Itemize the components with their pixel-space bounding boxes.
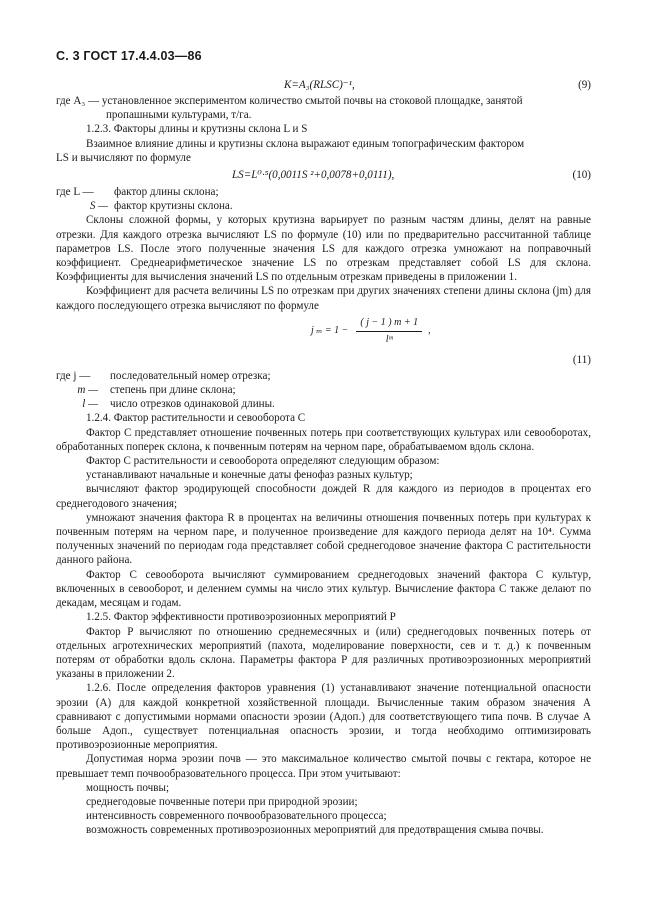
definition-row (56, 199, 591, 213)
formula-11-fraction (356, 316, 422, 347)
list-item: среднегодовые почвенные потери при природной эрозии; (86, 795, 358, 808)
definition-row (56, 369, 591, 383)
definition-symbol: l — (82, 398, 98, 411)
definition-text: последовательный номер отрезка; (110, 369, 271, 382)
definition-row (56, 185, 591, 199)
list-item: возможность современных противоэрозионных мероприятий для предотвращения смыва почвы. (86, 824, 544, 837)
section-heading-1-2-5: 1.2.5. Фактор эффективности противоэрозионных мероприятий P (86, 611, 396, 624)
definition-text: степень при длине склона; (110, 384, 236, 397)
definition-row (56, 397, 591, 411)
paragraph-crop-rotation: Фактор C севооборота вычисляют суммированием среднегодовых значений фактора C культур, включенных в севооборот, и делением суммы на число этих культур. Вычисление фактора C также делают по декадам, месяцам и годам. (56, 568, 591, 610)
section-heading-1-2-4: 1.2.4. Фактор растительности и севооборота C (86, 412, 306, 425)
formula-9-expression: K=A₃(RLSC)⁻¹, (284, 79, 355, 91)
definition-symbol: где L — (56, 186, 94, 199)
formula-11-expression (311, 316, 431, 347)
formula-10-expression: LS=L⁰·⁵(0,0011S ²+0,0078+0,0111), (232, 169, 395, 182)
formula-11 (56, 313, 591, 353)
paragraph-step-factor-r: вычисляют фактор эродирующей способности дождей R для каждого из периодов в процентах его среднегодового значения; (56, 483, 591, 510)
paragraph-section-1-2-6: 1.2.6. После определения факторов уравнения (1) устанавливают значение потенциальной опасности эрозии (A) для каждой конкретной хозяйственной площади. Вычисленные таким образом значения A сравнивают с допустимыми нормами опасности эрозии (Aдоп.) для соответствующего типа почв. В случае A больше Aдоп., существует потенциальная опасность эрозии, и тогда необходимо оптимизировать противоэрозионные мероприятия. (56, 682, 591, 752)
paragraph-step-phenophases: устанавливают начальные и конечные даты фенофаз разных культур; (86, 469, 413, 482)
paragraph-ls-intro: Взаимное влияние длины и крутизны склона выражают единым топографическим фактором (86, 137, 525, 150)
document-body (56, 74, 591, 838)
definition-symbol: m — (77, 384, 98, 397)
definition-row (56, 383, 591, 397)
paragraph-ls-intro-cont: LS и вычисляют по формуле (56, 151, 191, 164)
formula-11-definitions (56, 369, 591, 412)
paragraph-complex-slopes: Склоны сложной формы, у которых крутизна варьирует по разным частям длины, делят на равные отрезки. Для каждого отрезка вычисляют LS по формуле (10) или по предварительно рассчитанной таблице параметров LS. После этого полученные значения LS для каждого отрезка умножают на поправочный коэффициент. Среднеарифметическое значение LS по отрезкам представляет собой LS для склона. Коэффициенты для вычисления значений LS по отдельным отрезкам приведены в приложении 1. (56, 214, 591, 284)
definition-text: фактор крутизны склона. (114, 200, 233, 213)
definition-symbol: S — (89, 200, 108, 213)
paragraph-step-multiply: умножают значения фактора R в процентах на величины отношения почвенных потерь при культурах к почвенным потерям на черном паре, и полученное произведение для каждого периода делят на 10⁴. Сумма полученных значений по периодам года представляет собой среднегодовое значение фактора C растительности данного района. (56, 511, 591, 567)
formula-10-definitions (56, 185, 591, 213)
formula-10 (56, 165, 591, 185)
section-heading-1-2-3: 1.2.3. Факторы длины и крутизны склона L и S (86, 123, 308, 136)
formula-11-numerator: ( j − 1 ) m + 1 (356, 316, 422, 332)
formula-10-number: (10) (572, 169, 591, 182)
paragraph-allowable-norm: Допустимая норма эрозии почв — это максимальное количество смытой почвы с гектара, которое не превышает темп почвообразовательного процесса. При этом учитывают: (56, 753, 591, 780)
paragraph-factor-c-method: Фактор C растительности и севооборота определяют следующим образом: (86, 455, 440, 468)
formula-9-number: (9) (578, 79, 591, 91)
formula-11-number-row (56, 353, 591, 369)
definition-text: число отрезков одинаковой длины. (110, 398, 275, 411)
list-item: интенсивность современного почвообразовательного процесса; (86, 810, 387, 823)
formula-11-tail: , (428, 325, 431, 337)
formula-11-lhs: j ₘ = 1 − (311, 325, 349, 337)
page-header: С. 3 ГОСТ 17.4.4.03—86 (56, 49, 202, 63)
formula-11-number: (11) (572, 353, 591, 366)
formula-11-denominator: lᵐ (385, 334, 393, 346)
paragraph-ls-coefficient: Коэффициент для расчета величины LS по отрезкам при других значениях степени длины склона (jm) для каждого последующего отрезка вычисляют по формуле (56, 285, 591, 312)
definition-symbol: где j — (56, 369, 91, 382)
paragraph-a3-definition-cont: пропашными культурами, т/га. (106, 109, 252, 122)
paragraph-a3-definition: где A₃ — установленное экспериментом количество смытой почвы на стоковой площадке, занятой (56, 95, 523, 107)
paragraph-factor-c-definition: Фактор C представляет отношение почвенных потерь при соответствующих культурах или севооборотах, обработанных поперек склона, к почвенным потерям на черном паре, обрабатываемом вдоль склона. (56, 426, 591, 453)
list-item: мощность почвы; (86, 781, 170, 794)
formula-9 (56, 74, 591, 94)
paragraph-factor-p: Фактор P вычисляют по отношению среднемесячных и (или) среднегодовых почвенных потерь от отдельных агротехнических мероприятий (пахота, моделирование поверхности, сев и т. д.) к почвенным потерям от обработки вдоль склона. Параметры фактора P для различных противоэрозионных мероприятий указаны в приложении 2. (56, 625, 591, 681)
definition-text: фактор длины склона; (114, 186, 219, 199)
